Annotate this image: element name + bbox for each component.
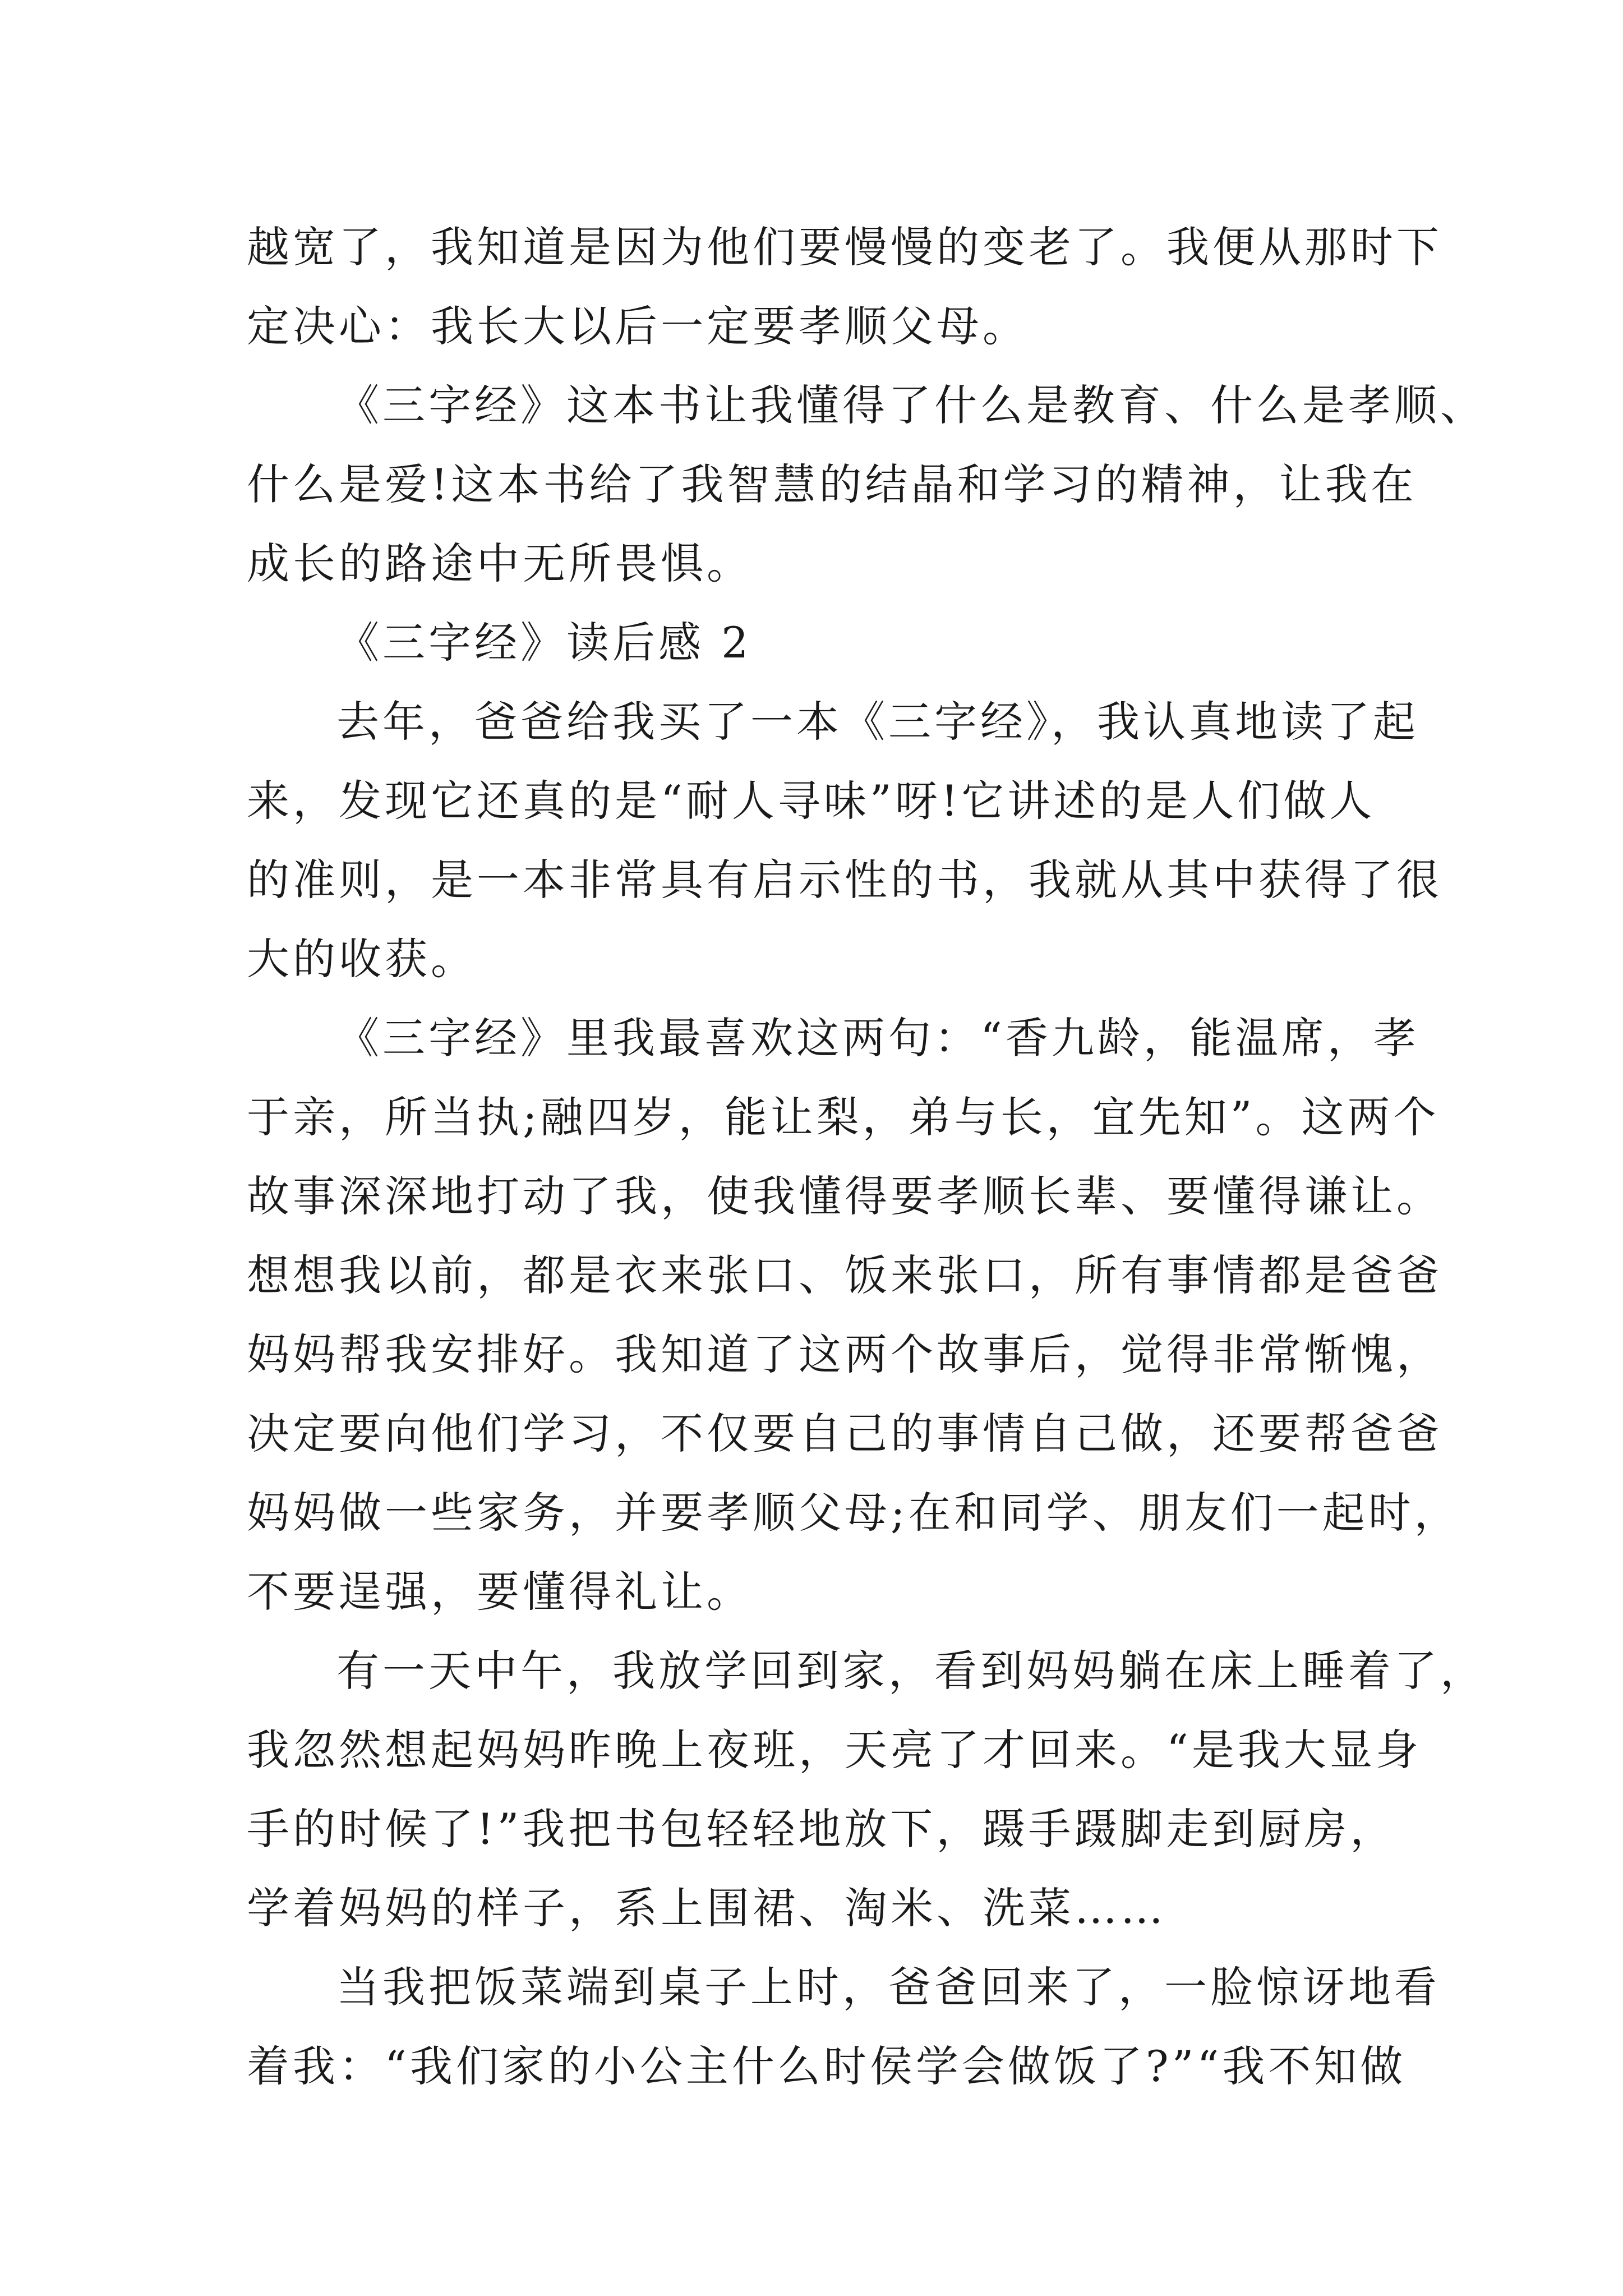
- text-line: 什么是爱!这本书给了我智慧的结晶和学习的精神，让我在: [247, 459, 1417, 509]
- paragraph-start-line: 当我把饭菜端到桌子上时，爸爸回来了，一脸惊讶地看: [336, 1962, 1440, 2012]
- paragraph-start-line: 《三字经》里我最喜欢这两句：“香九龄，能温席，孝: [336, 1013, 1419, 1063]
- paragraph-start-line: 有一天中午，我放学回到家，看到妈妈躺在床上睡着了，: [336, 1646, 1486, 1696]
- text-line: 大的收获。: [247, 934, 477, 984]
- text-line: 故事深深地打动了我，使我懂得要孝顺长辈、要懂得谦让。: [247, 1171, 1442, 1221]
- paragraph-start-line: 去年，爸爸给我买了一本《三字经》，我认真地读了起: [336, 697, 1419, 747]
- text-line: 不要逞强，要懂得礼让。: [247, 1567, 753, 1617]
- paragraph-start-line: 《三字经》这本书让我懂得了什么是教育、什么是孝顺、: [336, 380, 1486, 430]
- text-line: 于亲，所当执;融四岁，能让梨，弟与长，宜先知”。这两个: [247, 1092, 1440, 1142]
- text-line: 定决心：我长大以后一定要孝顺父母。: [247, 301, 1029, 351]
- section-heading: 《三字经》读后感 2: [336, 618, 752, 668]
- text-line: 妈妈帮我安排好。我知道了这两个故事后，觉得非常惭愧，: [247, 1329, 1442, 1379]
- text-line: 学着妈妈的样子，系上围裙、淘米、洗菜……: [247, 1883, 1166, 1933]
- text-line: 手的时候了!”我把书包轻轻地放下，蹑手蹑脚走到厨房，: [247, 1804, 1396, 1854]
- text-line: 着我：“我们家的小公主什么时侯学会做饭了?”“我不知做: [247, 2041, 1407, 2091]
- text-line: 妈妈做一些家务，并要孝顺父母;在和同学、朋友们一起时，: [247, 1488, 1460, 1538]
- text-line: 越宽了，我知道是因为他们要慢慢的变老了。我便从那时下: [247, 222, 1442, 272]
- text-line: 成长的路途中无所畏惧。: [247, 539, 753, 588]
- text-line: 我忽然想起妈妈昨晚上夜班，天亮了才回来。“是我大显身: [247, 1725, 1422, 1775]
- text-line: 想想我以前，都是衣来张口、饭来张口，所有事情都是爸爸: [247, 1250, 1442, 1300]
- text-line: 的准则，是一本非常具有启示性的书，我就从其中获得了很: [247, 855, 1442, 905]
- body-text: [247, 208, 1486, 2106]
- text-line: 来，发现它还真的是“耐人寻味”呀!它讲述的是人们做人: [247, 776, 1376, 826]
- text-line: 决定要向他们学习，不仅要自己的事情自己做，还要帮爸爸: [247, 1409, 1442, 1458]
